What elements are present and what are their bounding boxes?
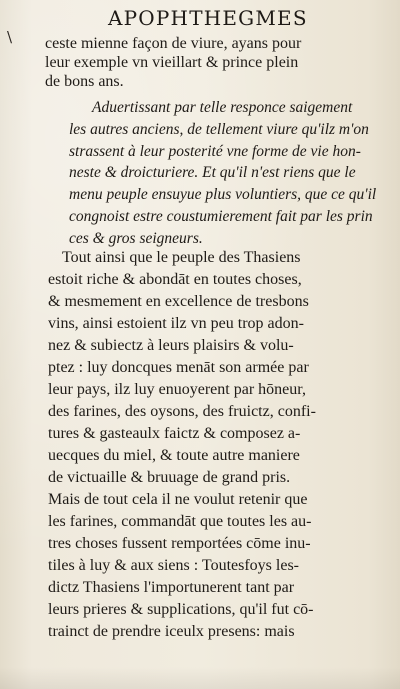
text-line: Tout ainsi que le peuple des Thasiens [62,249,301,266]
page-shadow [0,667,400,689]
text-line: leur pays, ilz luy enuoyerent par hōneur, [48,381,306,398]
text-line: uecques du miel, & toute autre maniere [48,447,300,464]
text-line: Mais de tout cela il ne voulut retenir que [48,491,308,508]
text-line: dictz Thasiens l'importunerent tant par [48,579,295,596]
margin-mark: \ [7,28,13,46]
text-line: vins, ainsi estoient ilz vn peu trop adon- [48,315,304,332]
text-line: neste & droicturiere. Et qu'il n'est riens que le [69,164,356,181]
text-line: Aduertissant par telle responce saigement [92,99,353,116]
text-line: de bons ans. [45,73,124,90]
text-line: ces & gros seigneurs. [69,230,203,247]
text-line: menu peuple ensuyue plus voluntiers, que ce qu'il [69,186,377,203]
text-line: tures & gasteaulx faictz & composez a- [48,425,301,442]
text-line: tres choses fussent remportées cōme inu- [48,535,311,552]
running-head: APOPHTHEGMES [108,6,308,30]
text-line: estoit riche & abondāt en toutes choses, [48,271,302,288]
text-line: les farines, commandāt que toutes les au- [48,513,312,530]
text-line: des farines, des oysons, des fruictz, confi- [48,403,316,420]
text-line: leur exemple vn vieillart & prince plein [45,54,299,71]
text-line: trainct de prendre iceulx presens: mais [48,623,295,640]
text-line: ptez : luy doncques menāt son armée par [48,359,309,376]
text-line: strassent à leur posterité vne forme de vie hon- [69,143,361,160]
text-line: & mesmement en excellence de tresbons [48,293,309,310]
text-line: leurs prieres & supplications, qu'il fut cō- [48,601,314,618]
text-line: de victuaille & bruuage de grand pris. [48,469,291,486]
text-line: nez & subiectz à leurs plaisirs & volu- [48,337,294,354]
text-line: ceste mienne façon de viure, ayans pour [45,35,302,52]
text-line: les autres anciens, de tellement viure qu'ilz m'on [69,121,369,138]
text-line: congnoist estre coustumierement fait par les prin [69,208,373,225]
text-line: tiles à luy & aux siens : Toutesfoys les- [48,557,299,574]
